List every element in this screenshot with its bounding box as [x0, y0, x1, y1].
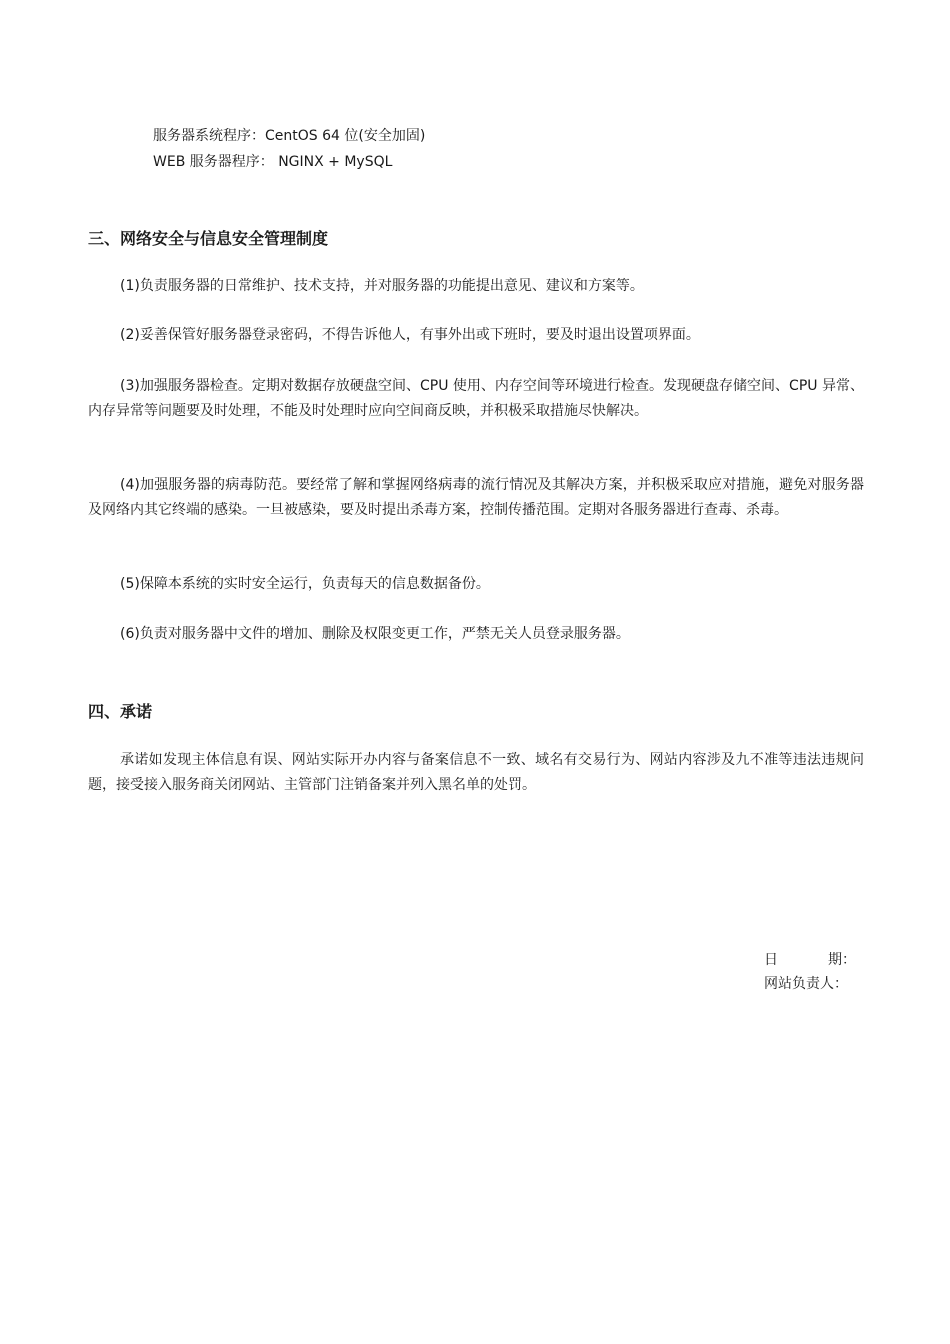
section-3-item-6: (6)负责对服务器中文件的增加、删除及权限变更工作，严禁无关人员登录服务器。	[120, 626, 630, 642]
section-4-heading: 四、承诺	[88, 702, 153, 721]
section-3-item-5: (5)保障本系统的实时安全运行，负责每天的信息数据备份。	[120, 576, 490, 592]
section-3-heading: 三、网络安全与信息安全管理制度	[88, 229, 329, 248]
server-os-line: 服务器系统程序：CentOS 64 位(安全加固)	[153, 128, 426, 144]
date-line	[764, 950, 856, 970]
section-3-item-3: (3)加强服务器检查。定期对数据存放硬盘空间、CPU 使用、内存空间等环境进行检查。发现硬盘存储空间、CPU 异常、内存异常等问题要及时处理，不能及时处理时应向空间商反映，并积极采取措施尽快解决。	[88, 378, 864, 419]
commitment-paragraph: 承诺如发现主体信息有误、网站实际开办内容与备案信息不一致、域名有交易行为、网站内容涉及九不准等违法违规问题，接受接入服务商关闭网站、主管部门注销备案并列入黑名单的处罚。	[88, 752, 864, 793]
section-3-item-1: (1)负责服务器的日常维护、技术支持，并对服务器的功能提出意见、建议和方案等。	[120, 278, 644, 294]
section-3-item-4: (4)加强服务器的病毒防范。要经常了解和掌握网络病毒的流行情况及其解决方案，并积极采取应对措施，避免对服务器及网络内其它终端的感染。一旦被感染，要及时提出杀毒方案，控制传播范围。定期对各服务器进行查毒、杀毒。	[88, 477, 864, 518]
website-owner-line: 网站负责人：	[764, 976, 848, 992]
web-server-line: WEB 服务器程序： NGINX + MySQL	[153, 154, 393, 170]
date-label-char-1: 日	[764, 952, 778, 968]
section-3-item-2: (2)妥善保管好服务器登录密码，不得告诉他人，有事外出或下班时，要及时退出设置项界面。	[120, 327, 700, 343]
date-label-char-2: 期：	[828, 952, 856, 968]
